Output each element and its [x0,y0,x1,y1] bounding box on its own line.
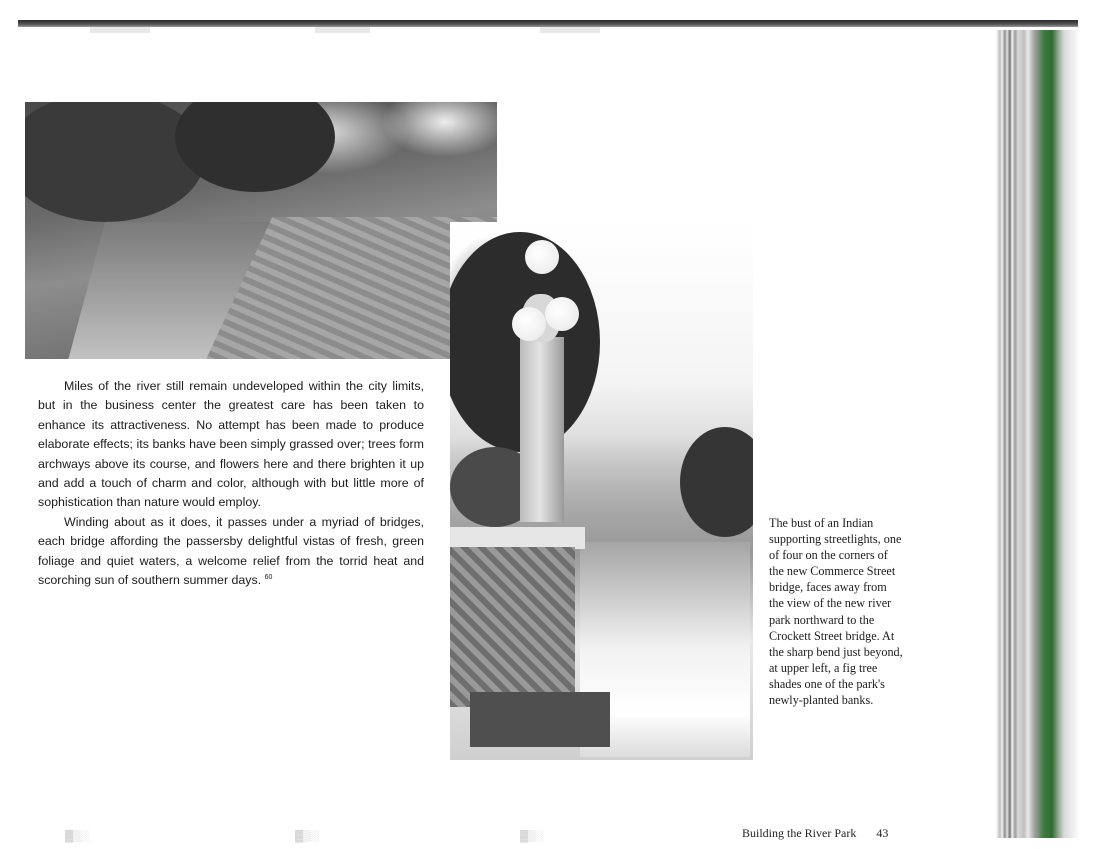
paragraph-text: Miles of the river still remain undeveloped within the city limits, but in the business center the greatest care has been taken to enhance its attractiveness. No attempt has been made to produce elaborate effects; its banks have been simply grassed over; trees form archways above its course, and flowers here and there brighten it up and add a touch of charm and color, although with but little more of sophistication than nature would employ. [38,379,424,510]
river-photo [25,102,497,359]
paragraph [38,377,424,513]
photo-caption: The bust of an Indian supporting streetlights, one of four on the corners of the new Commerce Street bridge, faces away from the view of the new river park northward to the Crockett Street bridge. At the sharp bend just beyond, at upper left, a fig tree shades one of the park's newly-planted banks. [769,516,903,708]
top-rule [18,20,1078,27]
page-number: 43 [876,826,889,840]
bridge-pier [450,547,575,707]
bust-streetlight-photo [450,222,753,760]
ghost-print: ▓▒░ [65,830,89,842]
running-title: Building the River Park [742,826,857,840]
bridge-ledge [470,692,610,747]
ghost-print: ▓▒░ [295,830,319,842]
paragraph [38,513,424,591]
lamp-globe [512,307,546,341]
footnote-reference: 60 [264,573,273,581]
bridge-railing [450,527,585,549]
lamp-globe [545,297,579,331]
bust-pedestal [520,337,564,522]
page-edge-strips [996,30,1080,838]
ghost-print: ▓▒░ [520,830,544,842]
top-smudge [540,27,600,33]
tree-canopy [680,427,753,537]
body-text [38,377,424,590]
lamp-globe [525,240,559,274]
top-smudge [315,27,370,33]
paragraph-text: Winding about as it does, it passes under a myriad of bridges, each bridge affording the passersby delightful vistas of fresh, green foliage and quiet waters, a welcome relief from the torrid heat and scorching sun of southern summer days. [38,514,424,588]
page-footer [742,826,888,841]
top-smudge [90,27,150,33]
